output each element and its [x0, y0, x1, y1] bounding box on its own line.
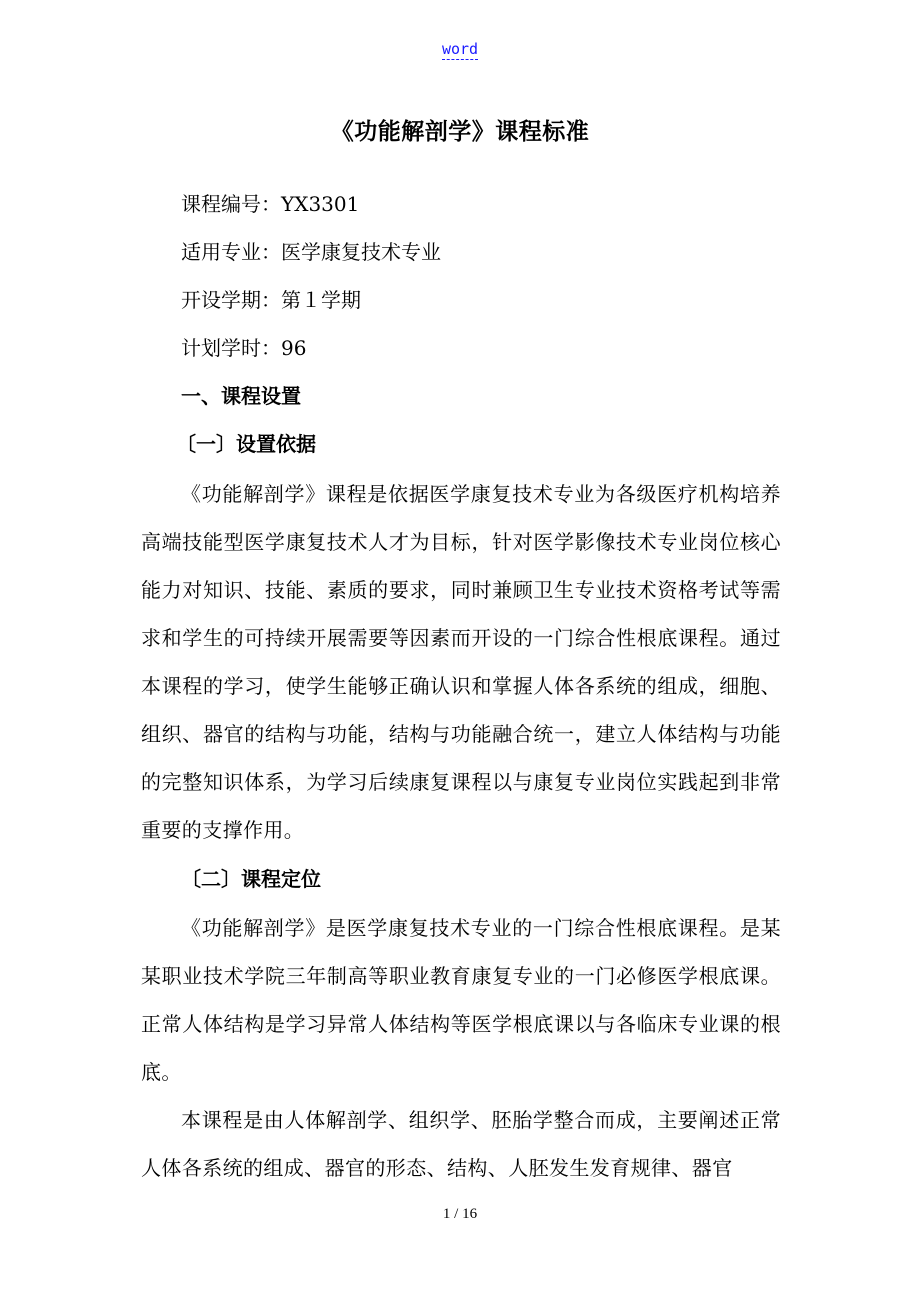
subsection-heading-positioning: 〔二〕课程定位 — [181, 867, 321, 891]
paragraph-positioning-1: 《功能解剖学》是医学康复技术专业的一门综合性根底课程。是某某职业技术学院三年制高等职业教育康复专业的一门必修医学根底课。正常人体结构是学习异常人体结构等医学根底课以与各临床专业课的根底。 — [141, 916, 781, 1084]
meta-hours: 计划学时：96 — [181, 336, 307, 360]
header-word-link[interactable] — [0, 40, 920, 58]
document-title: 《功能解剖学》课程标准 — [330, 118, 590, 145]
paragraph-basis: 《功能解剖学》课程是依据医学康复技术专业为各级医疗机构培养高端技能型医学康复技术人才为目标，针对医学影像技术专业岗位核心能力对知识、技能、素质的要求，同时兼顾卫生专业技术资格考试等需求和学生的可持续开展需要等因素而开设的一门综合性根底课程。通过本课程的学习，使学生能够正确认识和掌握人体各系统的组成，细胞、组织、器官的结构与功能，结构与功能融合统一，建立人体结构与功能的完整知识体系，为学习后续康复课程以与康复专业岗位实践起到非常重要的支撑作用。 — [141, 482, 781, 842]
header-link-text[interactable]: word — [441, 40, 479, 58]
section-heading-course-setup: 一、课程设置 — [181, 384, 301, 408]
subsection-heading-basis: 〔一〕设置依据 — [176, 432, 316, 456]
page-number: 1 / 16 — [442, 1206, 478, 1222]
meta-semester: 开设学期：第１学期 — [181, 288, 361, 312]
meta-course-code: 课程编号：YX3301 — [181, 192, 360, 216]
paragraph-positioning-2: 本课程是由人体解剖学、组织学、胚胎学整合而成，主要阐述正常人体各系统的组成、器官的形态、结构、人胚发生发育规律、器官 — [141, 1108, 781, 1180]
meta-major: 适用专业：医学康复技术专业 — [181, 240, 441, 264]
